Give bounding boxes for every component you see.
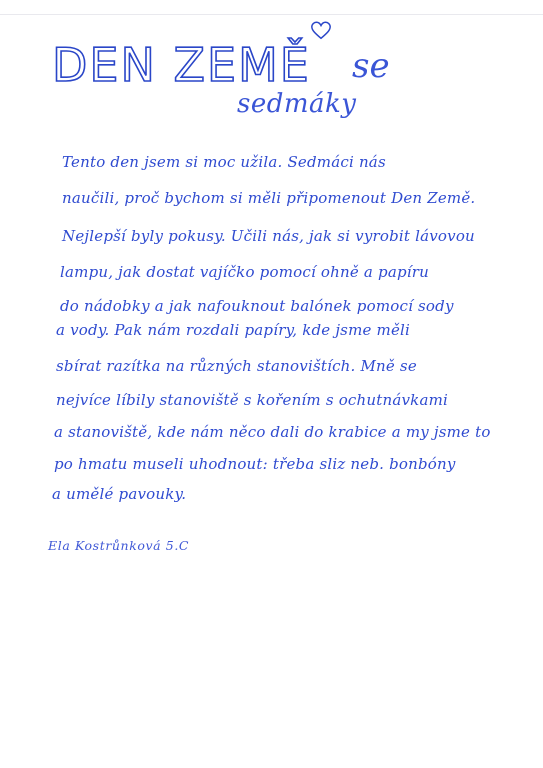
body-line: a stanoviště, kde nám něco dali do krabice a my jsme to — [54, 423, 491, 441]
signature: Ela Kostrůnková 5.C — [48, 538, 190, 553]
body-line: nejvíce líbily stanoviště s kořením s ochutnávkami — [56, 391, 449, 409]
body-line: po hmatu museli uhodnout: třeba sliz neb. bonbóny — [54, 455, 456, 473]
body-line: Nejlepší byly pokusy. Učili nás, jak si vyrobit lávovou — [62, 227, 475, 245]
title-subtitle: sedmáky — [237, 89, 357, 119]
body-line: a umělé pavouky. — [52, 485, 187, 503]
title-block — [52, 40, 472, 120]
title-se: se — [352, 46, 390, 86]
body-line: do nádobky a jak nafouknout balónek pomocí sody — [60, 297, 454, 315]
body-line: a vody. Pak nám rozdali papíry, kde jsme měli — [56, 321, 411, 339]
body-line: Tento den jsem si moc užila. Sedmáci nás — [62, 153, 386, 171]
body-line: naučili, proč bychom si měli připomenout Den Země. — [62, 189, 476, 207]
title-main: DEN ZEMĚ — [52, 38, 311, 92]
heart-icon — [310, 20, 332, 42]
body-line: lampu, jak dostat vajíčko pomocí ohně a papíru — [60, 263, 430, 281]
body-line: sbírat razítka na různých stanovištích. Mně se — [56, 357, 417, 375]
page-top-edge — [0, 14, 543, 15]
